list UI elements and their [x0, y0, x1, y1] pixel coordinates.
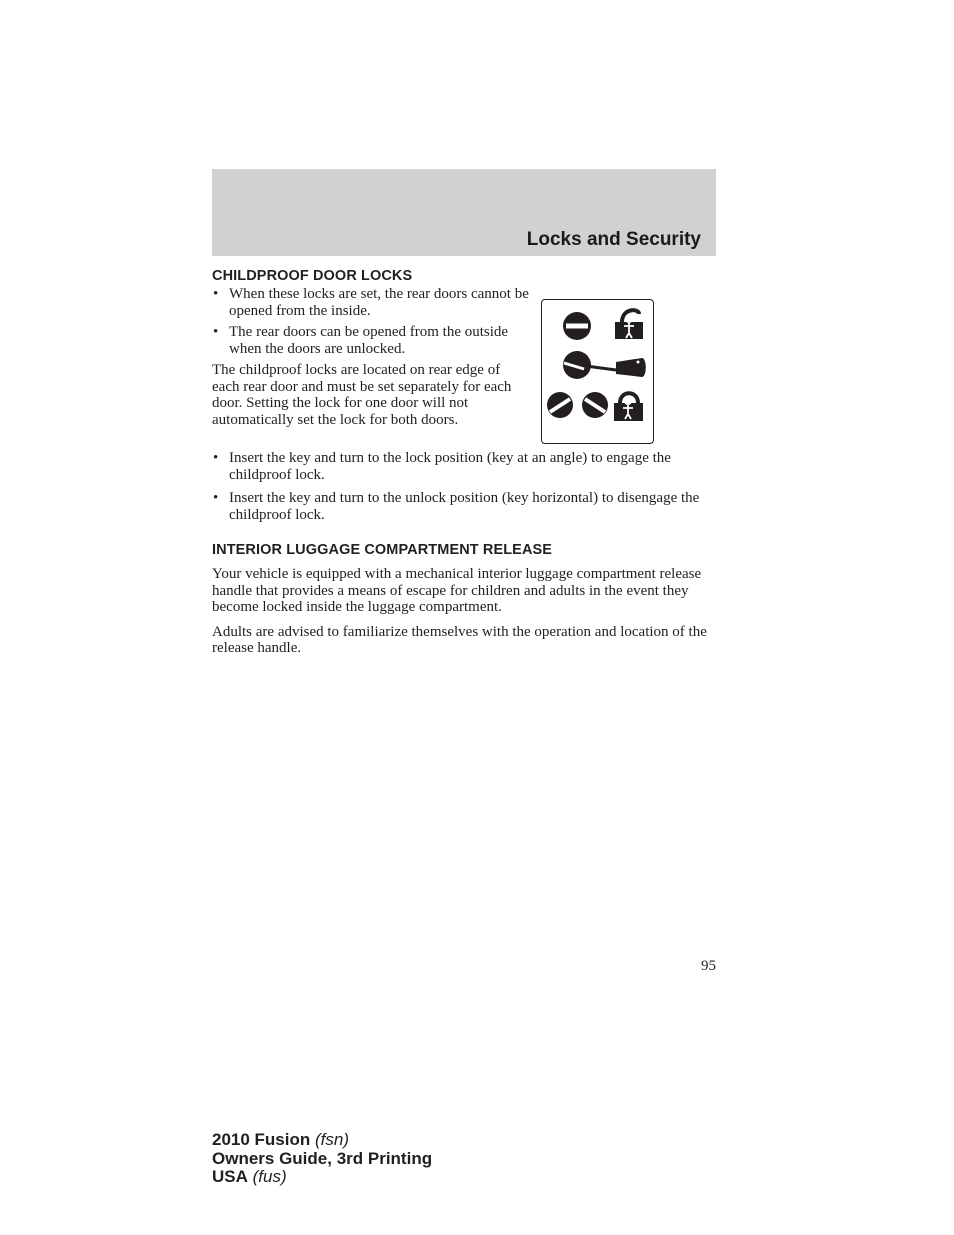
footer-model-code: (fsn) [315, 1130, 349, 1149]
page-content [212, 266, 716, 657]
footer-guide: Owners Guide, 3rd Printing [212, 1148, 433, 1168]
luggage-paragraph: Your vehicle is equipped with a mechanical interior luggage compartment release handle that provides a means of escape for children and adults in the event they become locked inside the luggage compartment. [212, 566, 702, 615]
childproof-steps-list [212, 450, 716, 523]
footer-market-code: (fus) [252, 1167, 287, 1186]
lock-slot-angled-icon [547, 392, 608, 418]
luggage-release-heading: INTERIOR LUGGAGE COMPARTMENT RELEASE [212, 542, 553, 558]
footer-market: USA [212, 1167, 248, 1186]
child-locked-icon [614, 393, 643, 421]
list-item: • Insert the key and turn to the unlock position (key horizontal) to disengage the childproof lock. [212, 490, 716, 523]
footer-model: 2010 Fusion [212, 1130, 311, 1149]
footer-line-guide [212, 1150, 432, 1169]
section-title: Locks and Security [526, 229, 701, 250]
document-footer [212, 1131, 432, 1187]
page-number: 95 [701, 958, 716, 974]
footer-line-market [212, 1168, 432, 1187]
childproof-lock-illustration [541, 299, 654, 444]
list-item: • When these locks are set, the rear doors cannot be opened from the inside. [212, 286, 716, 319]
list-item: • Insert the key and turn to the lock position (key at an angle) to engage the childproof lock. [212, 450, 716, 483]
luggage-paragraph: Adults are advised to familiarize themselves with the operation and location of the release handle. [212, 623, 707, 656]
header-band [212, 169, 716, 256]
childproof-lock-diagram [542, 300, 652, 442]
childproof-heading: CHILDPROOF DOOR LOCKS [212, 268, 413, 284]
childproof-paragraph: The childproof locks are located on rear edge of each rear door and must be set separately for each door. Setting the lock for one door will not automatically set the lock for both doors. [212, 362, 512, 428]
footer-line-model [212, 1131, 432, 1150]
list-item: • The rear doors can be opened from the outside when the doors are unlocked. [212, 324, 716, 357]
